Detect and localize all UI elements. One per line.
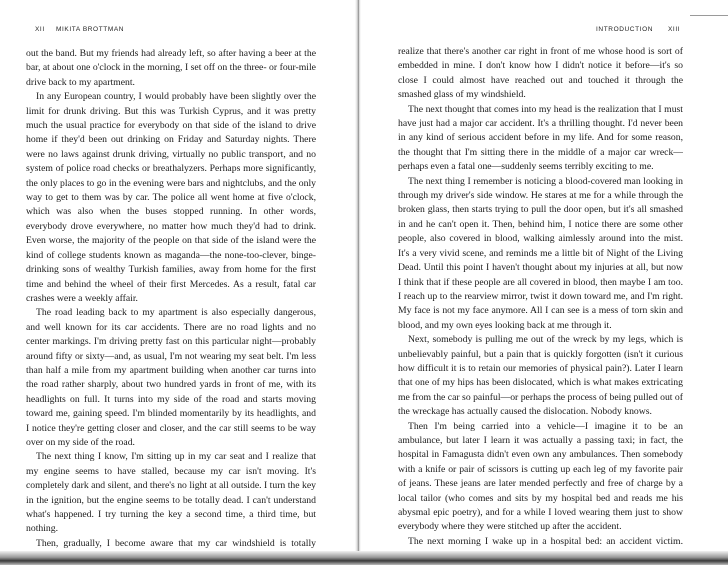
- paragraph: Then, gradually, I become aware that my car windshield is totally: [36, 537, 316, 549]
- page-number: XIII: [668, 26, 681, 33]
- paragraph: The next thing I remember is noticing a blood-covered man looking in through my driver's side window. He stares at me for a while through the broken glass, then starts trying to pull the door open, but it's all smashed in and he can't open it. Then, behind him, I notice there are some other people, also covered in blood, walking aimlessly around into the mist. It's a very vivid scene, and reminds me a little bit of Night of the Living Dead. Until this point I haven't thought about my injuries at all, but now I think that if these people are all covered in blood, then maybe I am too. I reach up to the rearview mirror, twist it down toward me, and I'm right. My face is not my face anymore. All I can see is a mess of torn skin and blood, and my own eyes looking back at me through it.: [398, 175, 683, 331]
- right-page-body: [398, 45, 683, 564]
- paragraph: The next thing I know, I'm sitting up in my car seat and I realize that my engine seems to have stalled, because my car isn't moving. It's completely dark and silent, and there's no light at all outside. I turn the key in the ignition, but the engine seems to be totally dead. I can't understand what's happened. I try turning the key a second time, a third time, but nothing.: [26, 451, 316, 535]
- paragraph: Next, somebody is pulling me out of the wreck by my legs, which is unbelievably painful, but a pain that is quickly forgotten (isn't it curious how difficult it is to retain our memories of physical pain?). Later I learn that one of my hips has been dislocated, which is what makes extricating me from the car so painful—or perhaps the process of being pulled out of the wreckage has actually caused the dislocation. Nobody knows.: [398, 334, 683, 418]
- paragraph: Then I'm being carried into a vehicle—I imagine it to be an ambulance, but later I learn it was actually a passing taxi; in fact, the hospital in Famagusta didn't even own any ambulances. Then somebody with a knife or pair of scissors is cutting up each leg of my favorite pair of jeans. These jeans are later mended perfectly and free of charge by a local tailor (who comes and sits by my hospital bed and reads me his abysmal epic poetry), and for a while I loved wearing them just to show everybody where they were stitched up after the accident.: [398, 420, 683, 533]
- paragraph: The next thought that comes into my head is the realization that I must have just had a major car accident. It's a thrilling thought. I'd never been in any kind of serious accident before in my life. And for some reason, the thought that I'm sitting there in the middle of a major car wreck—perhaps even a fatal one—suddenly seems terribly exciting to me.: [398, 103, 683, 173]
- paragraph: out the band. But my friends had already left, so after having a beer at the bar, at about one o'clock in the morning, I set off on the three- or four-mile drive back to my apartment.: [26, 48, 316, 88]
- paragraph: In any European country, I would probably have been slightly over the limit for drunk driving. But this was Turkish Cyprus, and it was pretty much the usual practice for everybody on that side of the island to drive home if they'd been out drinking on Friday and Saturday nights. There were no laws against drunk driving, virtually no public transport, and no system of police road checks or breathalyzers. Perhaps more significantly, the only places to go in the evening were bars and nightclubs, and the only way to get to them was by car. The police all went home at five o'clock, which was also when the buses stopped running. In other words, everybody drove everywhere, no matter how much they'd had to drink. Even worse, the majority of the people on that side of the island were the kind of college students known as maganda—the none-too-clever, binge-drinking sons of wealthy Turkish families, away from home for the first time and behind the wheel of their first Mercedes. As a result, fatal car crashes were a weekly affair.: [26, 91, 316, 304]
- running-head-author: MIKITA BROTTMAN: [56, 26, 125, 33]
- page-bottom-edge: [0, 551, 728, 565]
- page-number: XII: [35, 26, 45, 33]
- paragraph: The next morning I wake up in a hospital bed: an accident victim.: [408, 535, 683, 547]
- left-page-body: [26, 47, 316, 566]
- paragraph: realize that there's another car right in front of me whose hood is sort of embedded in mine. I don't know how I didn't notice it before—it's so close I could almost have reached out and touched it through the smashed glass of my windshield.: [398, 46, 683, 101]
- paragraph: The road leading back to my apartment is also especially dangerous, and well known for its car accidents. There are no road lights and no center markings. I'm driving pretty fast on this particular night—probably around fifty or sixty—and, as usual, I'm not wearing my seat belt. I'm less than half a mile from my apartment building when another car turns into the road rather sharply, about two hundred yards in front of me, with its headlights on full. It turns into my side of the road and starts moving toward me, gaining speed. I'm blinded momentarily by its headlights, and I notice they're getting closer and closer, and the car still seems to be way over on my side of the road.: [26, 307, 316, 448]
- running-head-section: INTRODUCTION: [596, 26, 654, 33]
- page-edge-line: [690, 15, 728, 16]
- book-gutter: [355, 0, 361, 565]
